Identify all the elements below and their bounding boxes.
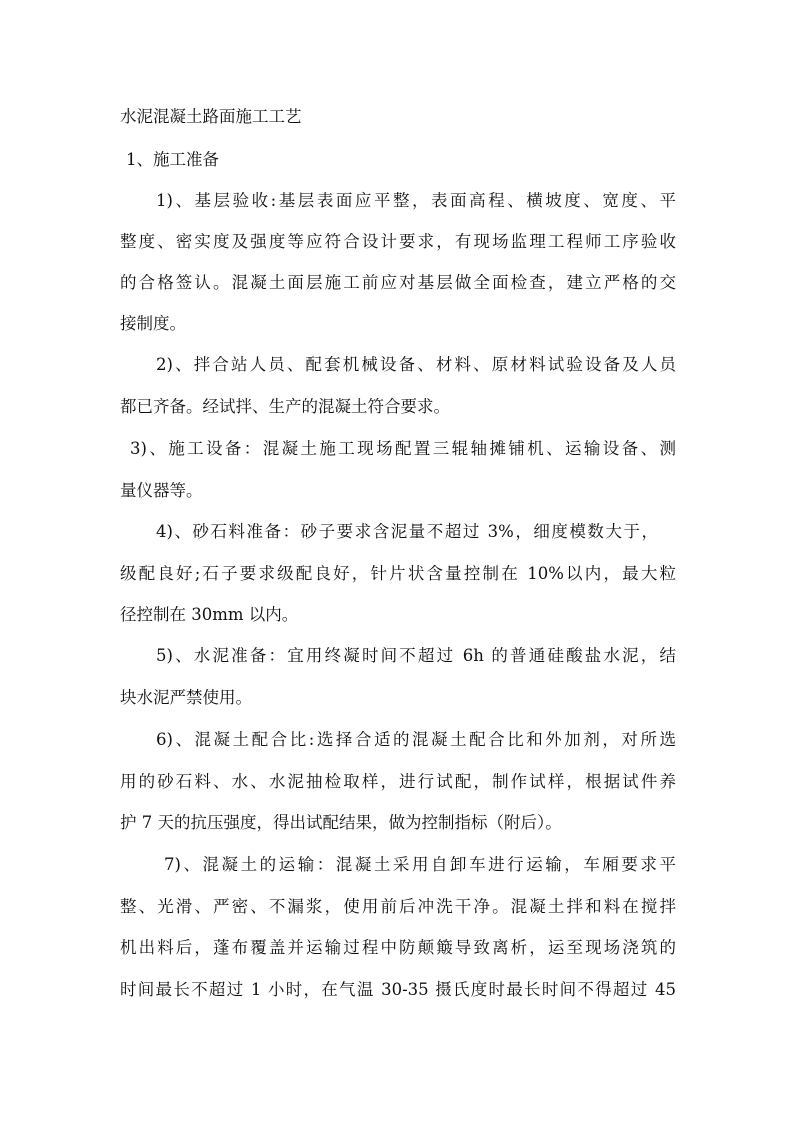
paragraph-line: 用的砂石料、水、水泥抽检取样，进行试配，制作试样，根据试件养: [120, 772, 676, 791]
paragraph-line: 量仪器等。: [120, 481, 203, 500]
paragraph-line: 都已齐备。经试拌、生产的混凝土符合要求。: [120, 397, 450, 416]
paragraph-line: 1)、基层验收:基层表面应平整，表面高程、横坡度、宽度、平: [156, 191, 676, 210]
paragraph-line: 径控制在 30mm 以内。: [120, 605, 299, 624]
section-heading: 1、施工准备: [126, 150, 219, 169]
paragraph-line: 级配良好;石子要求级配良好，针片状含量控制在 10%以内，最大粒: [120, 564, 676, 583]
paragraph-line: 时间最长不超过 1 小时，在气温 30-35 摄氏度时最长时间不得超过 45: [120, 980, 676, 999]
paragraph-line: 接制度。: [120, 314, 186, 333]
paragraph-line: 3)、施工设备：混凝土施工现场配置三辊轴摊铺机、运输设备、测: [130, 439, 676, 458]
paragraph-line: 4)、砂石料准备：砂子要求含泥量不超过 3%，细度模数大于，: [156, 522, 658, 541]
paragraph-line: 整度、密实度及强度等应符合设计要求，有现场监理工程师工序验收: [120, 232, 676, 251]
paragraph-line: 6)、混凝土配合比:选择合适的混凝土配合比和外加剂，对所选: [156, 730, 676, 749]
paragraph-line: 5)、水泥准备：宜用终凝时间不超过 6h 的普通硅酸盐水泥，结: [156, 646, 676, 665]
paragraph-line: 机出料后，蓬布覆盖并运输过程中防颠簸导致离析，运至现场浇筑的: [120, 938, 676, 957]
paragraph-line: 的合格签认。混凝土面层施工前应对基层做全面检查，建立严格的交: [120, 273, 676, 292]
paragraph-line: 整、光滑、严密、不漏浆，使用前后冲洗干净。混凝土拌和料在搅拌: [120, 897, 676, 916]
paragraph-line: 2)、拌合站人员、配套机械设备、材料、原材料试验设备及人员: [156, 355, 676, 374]
paragraph-line: 7)、混凝土的运输：混凝土采用自卸车进行运输，车厢要求平: [164, 855, 676, 874]
paragraph-line: 块水泥严禁使用。: [120, 688, 252, 707]
paragraph-line: 护 7 天的抗压强度，得出试配结果，做为控制指标（附后）。: [120, 813, 562, 832]
document-title: 水泥混凝土路面施工工艺: [120, 107, 302, 126]
